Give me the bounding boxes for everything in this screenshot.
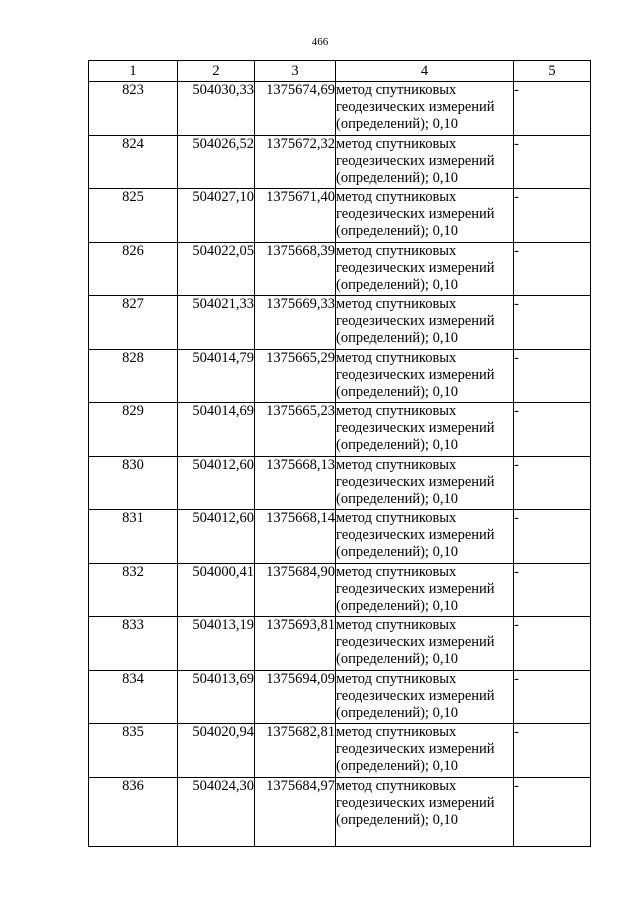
method-cell <box>336 777 514 846</box>
x-coordinate-cell: 504030,33 <box>178 82 255 136</box>
table-row <box>89 82 591 136</box>
note-cell: - <box>514 242 591 296</box>
method-line: (определений); 0,10 <box>336 597 458 614</box>
x-coordinate-cell: 504012,60 <box>178 510 255 564</box>
y-coordinate-cell: 1375674,69 <box>255 82 336 136</box>
y-coordinate-cell: 1375693,81 <box>255 617 336 671</box>
method-line: метод спутниковых <box>336 296 457 312</box>
method-line: (определений); 0,10 <box>336 490 458 507</box>
method-line: метод спутниковых <box>336 617 457 633</box>
method-line: (определений); 0,10 <box>336 276 458 293</box>
point-number-cell: 832 <box>89 563 178 617</box>
y-coordinate-cell: 1375665,23 <box>255 403 336 457</box>
note-cell: - <box>514 349 591 403</box>
method-cell <box>336 349 514 403</box>
x-coordinate-cell: 504026,52 <box>178 135 255 189</box>
coordinates-table <box>88 60 591 847</box>
note-cell: - <box>514 82 591 136</box>
method-line: геодезических измерений <box>336 152 495 169</box>
table-row <box>89 670 591 724</box>
method-line: (определений); 0,10 <box>336 223 458 239</box>
method-line: метод спутниковых <box>336 670 457 687</box>
method-cell <box>336 189 514 243</box>
table-row <box>89 349 591 403</box>
table-row <box>89 456 591 510</box>
method-line: метод спутниковых <box>336 403 457 419</box>
method-cell <box>336 296 514 350</box>
x-coordinate-cell: 504012,60 <box>178 456 255 510</box>
x-coordinate-cell: 504014,69 <box>178 403 255 457</box>
method-cell <box>336 135 514 189</box>
x-coordinate-cell: 504013,69 <box>178 670 255 724</box>
method-line: (определений); 0,10 <box>336 544 458 560</box>
method-line: геодезических измерений <box>336 794 495 811</box>
note-cell: - <box>514 670 591 724</box>
table-row <box>89 510 591 564</box>
method-line: (определений); 0,10 <box>336 437 458 453</box>
method-line: геодезических измерений <box>336 259 495 276</box>
table-row <box>89 296 591 350</box>
note-cell: - <box>514 296 591 350</box>
method-line: метод спутниковых <box>336 349 457 366</box>
method-cell <box>336 617 514 671</box>
method-line: метод спутниковых <box>336 242 457 259</box>
method-line: (определений); 0,10 <box>336 704 458 721</box>
method-line: (определений); 0,10 <box>336 651 458 667</box>
x-coordinate-cell: 504000,41 <box>178 563 255 617</box>
method-line: метод спутниковых <box>336 82 457 98</box>
method-line: геодезических измерений <box>336 99 495 115</box>
method-cell <box>336 82 514 136</box>
note-cell: - <box>514 777 591 846</box>
note-cell: - <box>514 510 591 564</box>
y-coordinate-cell: 1375682,81 <box>255 724 336 778</box>
note-cell: - <box>514 456 591 510</box>
y-coordinate-cell: 1375668,14 <box>255 510 336 564</box>
method-line: геодезических измерений <box>336 420 495 436</box>
method-line: метод спутниковых <box>336 777 457 794</box>
method-cell <box>336 510 514 564</box>
method-line: метод спутниковых <box>336 724 457 740</box>
table-row <box>89 242 591 296</box>
y-coordinate-cell: 1375669,33 <box>255 296 336 350</box>
note-cell: - <box>514 563 591 617</box>
table-row <box>89 777 591 846</box>
table-row <box>89 563 591 617</box>
x-coordinate-cell: 504014,79 <box>178 349 255 403</box>
method-line: геодезических измерений <box>336 366 495 383</box>
method-cell <box>336 724 514 778</box>
method-cell <box>336 670 514 724</box>
point-number-cell: 824 <box>89 135 178 189</box>
point-number-cell: 828 <box>89 349 178 403</box>
column-header-5: 5 <box>514 61 591 82</box>
note-cell: - <box>514 403 591 457</box>
method-line: геодезических измерений <box>336 527 495 543</box>
method-line: метод спутниковых <box>336 456 457 473</box>
method-cell <box>336 242 514 296</box>
point-number-cell: 831 <box>89 510 178 564</box>
method-line: (определений); 0,10 <box>336 811 458 828</box>
y-coordinate-cell: 1375668,39 <box>255 242 336 296</box>
column-header-1: 1 <box>89 61 178 82</box>
table-header-row <box>89 61 591 82</box>
point-number-cell: 825 <box>89 189 178 243</box>
note-cell: - <box>514 135 591 189</box>
point-number-cell: 835 <box>89 724 178 778</box>
method-line: метод спутниковых <box>336 189 457 205</box>
page-number: 466 <box>311 36 329 48</box>
method-line: метод спутниковых <box>336 563 457 580</box>
method-line: (определений); 0,10 <box>336 116 458 132</box>
method-line: (определений); 0,10 <box>336 758 458 774</box>
y-coordinate-cell: 1375694,09 <box>255 670 336 724</box>
method-cell <box>336 563 514 617</box>
method-cell <box>336 403 514 457</box>
y-coordinate-cell: 1375684,90 <box>255 563 336 617</box>
note-cell: - <box>514 724 591 778</box>
x-coordinate-cell: 504020,94 <box>178 724 255 778</box>
note-cell: - <box>514 617 591 671</box>
column-header-3: 3 <box>255 61 336 82</box>
point-number-cell: 827 <box>89 296 178 350</box>
table-row <box>89 403 591 457</box>
method-line: (определений); 0,10 <box>336 169 458 186</box>
method-line: (определений); 0,10 <box>336 383 458 400</box>
method-cell <box>336 456 514 510</box>
point-number-cell: 834 <box>89 670 178 724</box>
method-line: геодезических измерений <box>336 634 495 650</box>
method-line: метод спутниковых <box>336 135 457 152</box>
method-line: геодезических измерений <box>336 687 495 704</box>
x-coordinate-cell: 504024,30 <box>178 777 255 846</box>
column-header-4: 4 <box>336 61 514 82</box>
note-cell: - <box>514 189 591 243</box>
y-coordinate-cell: 1375668,13 <box>255 456 336 510</box>
method-line: геодезических измерений <box>336 580 495 597</box>
point-number-cell: 836 <box>89 777 178 846</box>
point-number-cell: 826 <box>89 242 178 296</box>
table-row <box>89 189 591 243</box>
method-line: геодезических измерений <box>336 206 495 222</box>
point-number-cell: 823 <box>89 82 178 136</box>
method-line: геодезических измерений <box>336 473 495 490</box>
x-coordinate-cell: 504027,10 <box>178 189 255 243</box>
table-row <box>89 724 591 778</box>
method-line: (определений); 0,10 <box>336 330 458 346</box>
x-coordinate-cell: 504022,05 <box>178 242 255 296</box>
y-coordinate-cell: 1375671,40 <box>255 189 336 243</box>
y-coordinate-cell: 1375665,29 <box>255 349 336 403</box>
x-coordinate-cell: 504013,19 <box>178 617 255 671</box>
method-line: метод спутниковых <box>336 510 457 526</box>
method-line: геодезических измерений <box>336 313 495 329</box>
point-number-cell: 830 <box>89 456 178 510</box>
point-number-cell: 833 <box>89 617 178 671</box>
x-coordinate-cell: 504021,33 <box>178 296 255 350</box>
point-number-cell: 829 <box>89 403 178 457</box>
y-coordinate-cell: 1375684,97 <box>255 777 336 846</box>
table-row <box>89 617 591 671</box>
y-coordinate-cell: 1375672,32 <box>255 135 336 189</box>
table-row <box>89 135 591 189</box>
method-line: геодезических измерений <box>336 741 495 757</box>
column-header-2: 2 <box>178 61 255 82</box>
